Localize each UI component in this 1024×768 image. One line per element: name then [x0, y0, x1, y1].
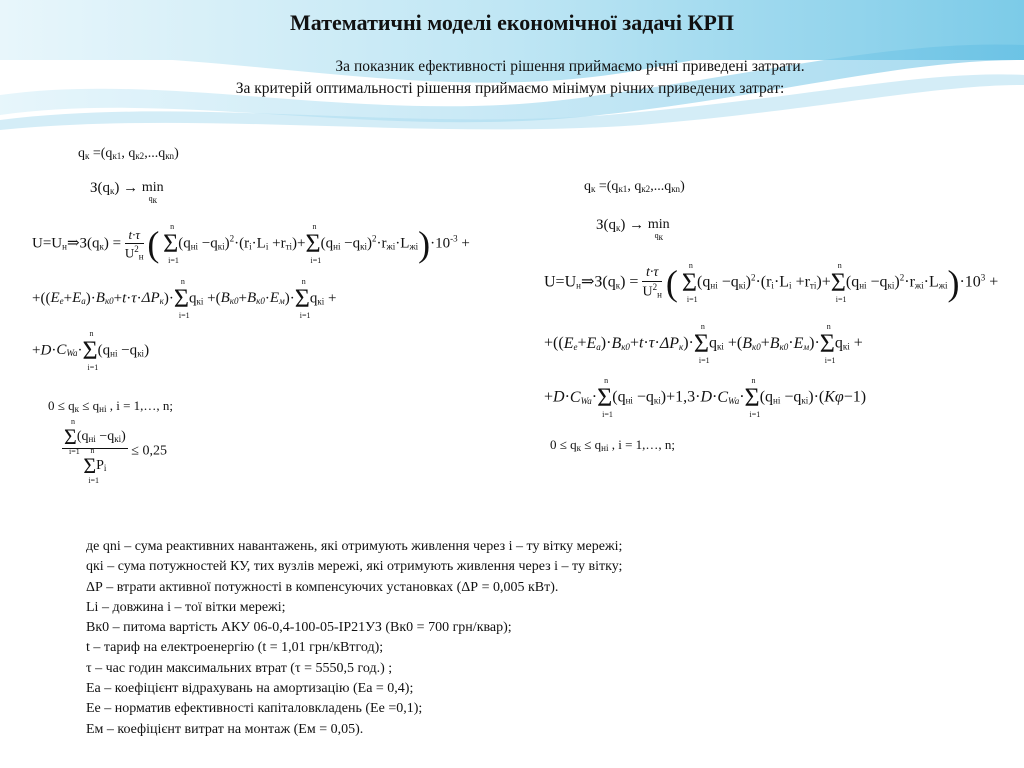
- formula-block-left: [30, 140, 500, 520]
- definition-qni: де qnі – сума реактивних навантажень, які отримують живлення через і – ту вітку мережі;: [86, 539, 623, 554]
- slide-title: Математичні моделі економічної задачі КРП: [290, 10, 734, 35]
- subtitle-line-1: За показник ефективності рішення приймаємо річні приведені затрати.: [335, 58, 805, 75]
- definitions-list: [86, 537, 886, 740]
- formula-constraint-right: $0 \le q_к \le q_{ні}$ , i = 1,…, n;: [550, 437, 676, 453]
- formula-ratio-left: Σ n i=1 $(q_{ні} -q_{кі})$ Σ n i=1 $P_і$ ≤ 0,25: [64, 417, 167, 485]
- formula-qk-right: $q_к =(q_{к1}$, $q_{к2},...q_{кn}$): [584, 179, 685, 194]
- definition-tau: τ – час годин максимальних втрат (τ = 5550,5 год.) ;: [86, 660, 393, 676]
- formula-zmin-left: $З(q_к) \to \min$ $q_к$: [90, 180, 164, 205]
- formula-line3-right: $+D\cdot C_{Wa}\cdot\Sigma$ n i=1 $(q_{ні} -q_{кі})+1,3\cdot D\cdot C_{Wa}\cdot\Sigma$ n i=1 $(q_{ні} -q_{кі})\cdot(K\varphi-1)$: [544, 376, 867, 419]
- definition-t: t – тариф на електроенергію (t = 1,01 грн/кВтгод);: [86, 640, 384, 656]
- formula-u-line-left: $U=U_н\Rightarrow З(q_к)$ = $\frac{t\cdot\tau}{U^2_н}$ ( Σ n i=1 $(q_{ні} -q_{кі})^2\cdot(r_і\cdot L_і +r_{ті})+\Sigma$ n i=1 $(q_{ні} -q_{кі})^2\cdot r_{жі}\cdot L_{жі})\cdot 10^{-3}$ +: [32, 222, 470, 265]
- formula-line2-right: $+((E_е+E_а)\cdot B_{к0}+t\cdot\tau\cdot\Delta P_к)\cdot\Sigma$ n i=1 $q_{кі} +(B_{к0}+B_{к0}\cdot E_м)\cdot\Sigma$ n i=1 $q_{кі}$ +: [544, 322, 863, 365]
- definition-bk0: Вк0 – питома вартість АКУ 06-0,4-100-05-ІР21УЗ (Вк0 = 700 грн/квар);: [86, 620, 512, 636]
- subtitle-line-2: За критерій оптимальності рішення приймаємо мінімум річних приведених затрат:: [235, 80, 785, 97]
- definition-delta-p: ΔР – втрати активної потужності в компенсуючих установках (ΔР = 0,005 кВт).: [86, 579, 559, 595]
- definition-ea: Еа – коефіцієнт відрахувань на амортизацію (Еа = 0,4);: [86, 681, 414, 697]
- formula-constraint-left: $0 \le q_к \le q_{ні}$ , i = 1,…, n;: [48, 398, 174, 414]
- definition-li: Lі – довжина і – тої вітки мережі;: [86, 599, 286, 615]
- definition-em: Ем – коефіцієнт витрат на монтаж (Ем = 0,05).: [86, 721, 364, 737]
- definition-ee: Ее – норматив ефективності капіталовкладень (Ее =0,1);: [86, 701, 423, 717]
- formula-line2-left: $+((E_е+E_а)\cdot B_{к0}+t\cdot\tau\cdot\Delta P_к)\cdot\Sigma$ n i=1 $q_{кі} +(B_{к0}+B_{к0}\cdot E_м)\cdot\Sigma$ n i=1 $q_{кі}$ +: [32, 277, 337, 320]
- formula-u-line-right: $U=U_н\Rightarrow З(q_к)$ = $\frac{t\cdot\tau}{U^2_н}$ ( Σ n i=1 $(q_{ні} -q_{кі})^2\cdot(r_і\cdot L_і +r_{ті})+\Sigma$ n i=1 $(q_{ні} -q_{кі})^2\cdot r_{жі}\cdot L_{жі})\cdot 10^3$ +: [544, 261, 999, 304]
- formula-qk-left: $q_к =(q_{к1}$, $q_{к2},...q_{кn}$): [78, 146, 179, 161]
- formula-line3-left: $+D\cdot C_{Wa}\cdot\Sigma$ n i=1 $(q_{ні} -q_{кі})$: [32, 329, 150, 372]
- formula-block-right: [540, 175, 1020, 475]
- formula-zmin-right: $З(q_к) \to \min$ $q_к$: [596, 217, 670, 242]
- definition-qki: qкі – сума потужностей КУ, тих вузлів мережі, які отримують живлення через і – ту вітку;: [86, 559, 623, 575]
